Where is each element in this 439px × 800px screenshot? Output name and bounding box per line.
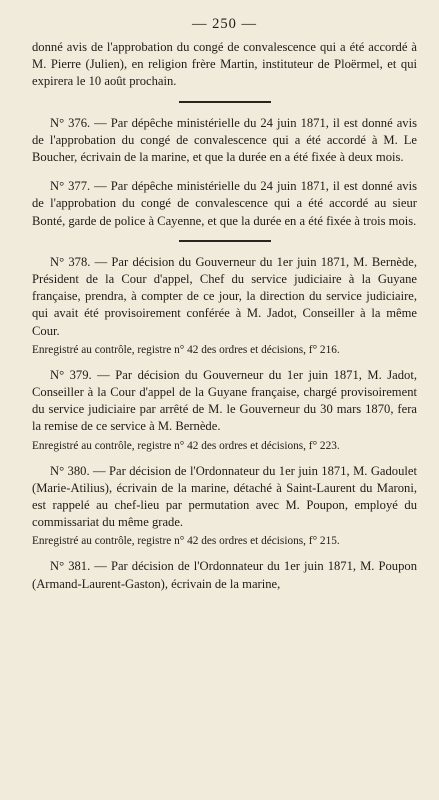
section-rule: [179, 240, 271, 242]
section-rule: [179, 101, 271, 103]
continuation-paragraph: donné avis de l'approbation du congé de convalescence qui a été accordé à M. Pierre (Julien), en religion frère Martin, instituteur de Ploërmel, et qui expirera le 10 août prochain.: [32, 40, 417, 89]
page-number: — 250 —: [192, 16, 257, 32]
entry-378: N° 378. — Par décision du Gouverneur du 1er juin 1871, M. Bernède, Président de la Cour d'appel, Chef du service judiciaire à la Guyane française, prendra, à compter de ce jour, la direction du service judiciaire, qui avait été provisoirement conférée à M. Jadot, Conseiller à la même Cour.: [32, 254, 417, 338]
register-note-380: Enregistré au contrôle, registre n° 42 des ordres et décisions, f° 215.: [32, 535, 340, 548]
register-note-379: Enregistré au contrôle, registre n° 42 des ordres et décisions, f° 223.: [32, 439, 340, 452]
entry-376: N° 376. — Par dépêche ministérielle du 24 juin 1871, il est donné avis de l'approbation du congé de convalescence qui a été accordé à M. Le Boucher, écrivain de la marine, et que la durée en a été fixée à deux mois.: [32, 115, 417, 165]
entry-379: N° 379. — Par décision du Gouverneur du 1er juin 1871, M. Jadot, Conseiller à la Cour d'appel de la Guyane française, chargé provisoirement du service judiciaire par arrêté de M. le Gouverneur du 30 mars 1870, fera la remise de ce service à M. Bernède.: [32, 367, 417, 434]
entry-377: N° 377. — Par dépêche ministérielle du 24 juin 1871, il est donné avis de l'approbation du congé de convalescence qui a été accordé au sieur Bonté, garde de police à Cayenne, et que la durée en a été fixée à trois mois.: [32, 179, 417, 228]
entry-380: N° 380. — Par décision de l'Ordonnateur du 1er juin 1871, M. Gadoulet (Marie-Atilius), écrivain de la marine, détaché à Saint-Laurent du Maroni, est rappelé au chef-lieu par permutation avec M. Poupon, employé du commissariat du même grade.: [32, 463, 417, 530]
entry-381: N° 381. — Par décision de l'Ordonnateur du 1er juin 1871, M. Poupon (Armand-Laurent-Gaston), écrivain de la marine,: [32, 559, 417, 591]
register-note-378: Enregistré au contrôle, registre n° 42 des ordres et décisions, f° 216.: [32, 343, 340, 356]
